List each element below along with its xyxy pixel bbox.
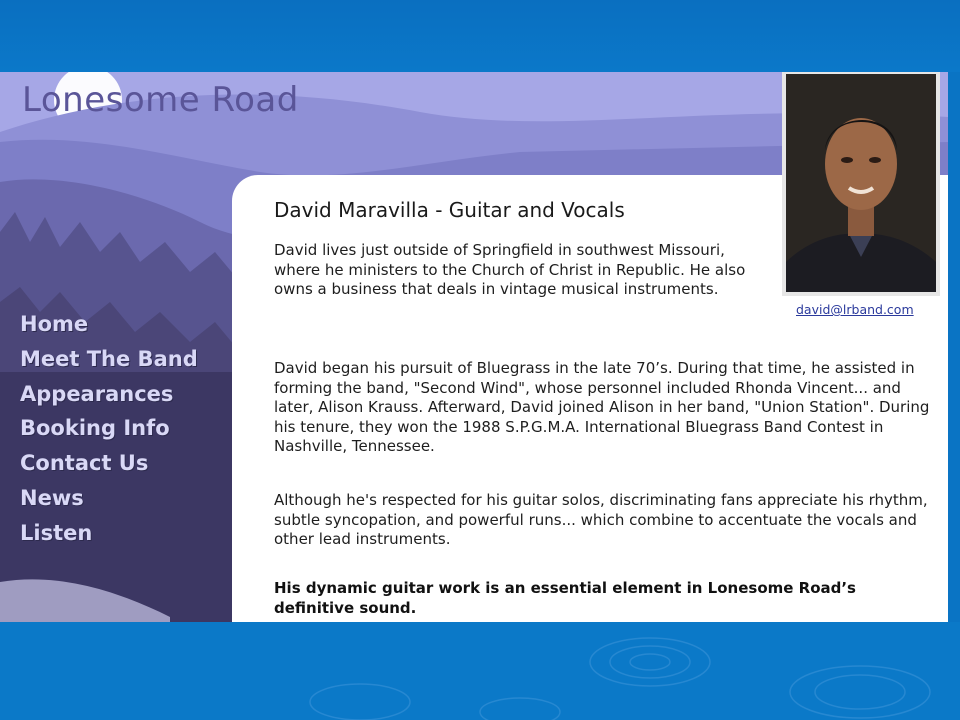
nav-item-news[interactable]: News: [20, 485, 84, 510]
nav-item-meet-the-band[interactable]: Meet The Band: [20, 346, 198, 371]
main-nav: [20, 310, 198, 554]
bio-paragraph-3: Although he's respected for his guitar solos, discriminating fans appreciate his rhythm, subtle syncopation, and powerful runs... which combine to accentuate the vocals and other lead instruments.: [274, 491, 928, 548]
nav-item-appearances[interactable]: Appearances: [20, 381, 174, 406]
nav-item-listen[interactable]: Listen: [20, 520, 93, 545]
slide-bottom-band: [0, 622, 960, 720]
member-photo: [782, 72, 940, 296]
water-ripples: [0, 622, 960, 720]
bio-closing-statement: His dynamic guitar work is an essential element in Lonesome Road’s definitive sound.: [274, 579, 856, 617]
nav-item-home[interactable]: Home: [20, 312, 89, 336]
site-logo[interactable]: Lonesome Road: [22, 80, 299, 120]
nav-item-contact-us[interactable]: Contact Us: [20, 451, 149, 476]
member-heading: David Maravilla - Guitar and Vocals: [274, 198, 625, 222]
portrait-image: [782, 72, 940, 296]
bio-paragraph-2: David began his pursuit of Bluegrass in the late 70’s. During that time, he assisted in forming the band, "Second Wind", whose personnel included Rhonda Vincent... and later, Alison Krauss. Afterward, David joined Alison in her band, "Union Station". During his tenure, they won the 1988 S.P.G.M.A. International Bluegrass Band Contest in Nashville, Tennessee.: [274, 359, 930, 455]
member-email-link[interactable]: david@lrband.com: [796, 302, 914, 317]
bio-paragraph-1: David lives just outside of Springfield in southwest Missouri, where he ministers to the Church of Christ in Republic. He also owns a business that deals in vintage musical instruments.: [274, 241, 746, 298]
nav-item-booking-info[interactable]: Booking Info: [20, 416, 170, 441]
slide-top-band: [0, 0, 960, 72]
